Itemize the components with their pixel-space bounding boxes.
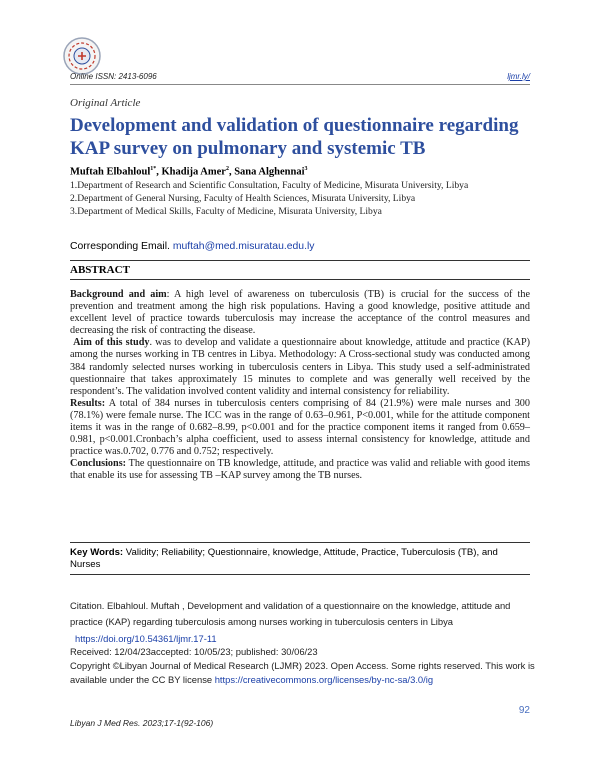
abstract-aim	[70, 337, 530, 397]
abstract-label: Background and aim	[70, 289, 167, 300]
author-list	[70, 166, 308, 178]
journal-reference: Libyan J Med Res. 2023;17-1(92-106)	[70, 718, 214, 728]
author-name: Khadija Amer	[161, 166, 226, 178]
author-separator: ,	[228, 166, 235, 178]
author-name: Muftah Elbahloul	[70, 166, 151, 178]
affiliation: 2.Department of General Nursing, Faculty of Health Sciences, Misurata University, Libya	[70, 193, 416, 204]
keywords-divider-top	[70, 542, 530, 543]
abstract-divider-top	[70, 260, 530, 261]
doi-link[interactable]: https://doi.org/10.54361/ljmr.17-11	[75, 633, 217, 644]
author-affiliation-mark: 2	[225, 166, 229, 172]
abstract-conclusions	[70, 458, 530, 482]
abstract-paragraph: A total of 384 nurses in tuberculosis centers comprising of 84 (21.9%) were male nurses and 300 (78.1%) were female nurse. The ICC was in the range of 0.63–0.961, P<0.001, while for the attitude component items it was in the range of 0.682–8.99, p<0.001 and for the practice component items it ranged from 0.659–0.981, p<0.001.Cronbach’s alpha coefficient, used to assess internal consistency for knowledge, attitude and practice was.0.702, 0.776 and 0.752; respectively.	[70, 397, 530, 458]
affiliation: 1.Department of Research and Scientific Consultation, Faculty of Medicine, Misurata University, Libya	[70, 180, 469, 191]
journal-site-link[interactable]: ljmr.ly/	[507, 72, 530, 81]
page-number: 92	[518, 705, 530, 716]
online-issn: Online ISSN: 2413-6096	[70, 72, 157, 81]
license	[70, 659, 540, 687]
abstract-paragraph: : A high level of awareness on tuberculosis (TB) is crucial for the success of the prevention and treatment among the high risk populations. Having a good knowledge, positive attitude and excellent level of practice towards tuberculosis may increase the acceptance of the control measures and decreasing the risk of contracting the disease.	[70, 289, 530, 337]
keywords	[70, 547, 530, 570]
abstract-paragraph: The questionnaire on TB knowledge, attitude, and practice was valid and reliable with good items that enable its use for assessing TB –KAP survey among the TB nurses.	[70, 458, 530, 482]
abstract-paragraph: . was to develop and validate a questionnaire about knowledge, attitude and practice (KAP) among the nurses working in TB centres in Libya. Methodology: A Cross-sectional study was conducted among 384 randomly selected nurses working in tuberculosis centers in Libya. This study used a self-administrated questionnaire that takes approximately 15 minutes to complete and was generally well received by the respondent’s. The validation involved content validity and internal consistency for reliability.	[70, 337, 531, 397]
abstract-results	[70, 398, 530, 458]
citation: Citation. Elbahloul. Muftah , Development and validation of a questionnaire on the knowledge, attitude and practice (KAP) regarding tuberculosis among nurses working in tuberculosis centers in Libya	[70, 600, 511, 627]
affiliation: 3.Department of Medical Skills, Faculty of Medicine, Misurata University, Libya	[70, 206, 382, 217]
abstract-label: Aim of this study	[73, 337, 150, 349]
keywords-divider-bottom	[70, 574, 530, 575]
article-type: Original Article	[70, 97, 141, 109]
corresponding-email-row	[70, 241, 314, 252]
author-affiliation-mark: 1*	[150, 166, 157, 172]
corresponding-label: Corresponding Email.	[70, 241, 170, 252]
article-title: Development and validation of questionnaire regarding KAP survey on pulmonary and systemic TB	[70, 115, 519, 159]
abstract-heading: ABSTRACT	[70, 264, 130, 276]
corresponding-email-link[interactable]: muftah@med.misuratau.edu.ly	[172, 241, 315, 252]
abstract-label: Conclusions:	[70, 458, 127, 470]
license-text: Copyright ©Libyan Journal of Medical Research (LJMR) 2023. Open Access. Some rights reserved. This work is available under the CC BY license	[70, 660, 535, 685]
author-name: Sana Alghennai	[234, 166, 305, 178]
publication-dates: Received: 12/04/23accepted: 10/05/23; published: 30/06/23	[70, 646, 318, 657]
abstract-body	[70, 289, 530, 483]
abstract-divider	[70, 279, 530, 280]
author-separator: ,	[156, 166, 162, 178]
author-affiliation-mark: 3	[304, 166, 308, 172]
license-link[interactable]: https://creativecommons.org/licenses/by-nc-sa/3.0/ig	[214, 674, 434, 685]
abstract-background	[70, 289, 530, 337]
header-divider	[70, 84, 530, 85]
abstract-label: Results:	[70, 397, 106, 409]
keywords-text: Validity; Reliability; Questionnaire, knowledge, Attitude, Practice, Tuberculosis (TB), and Nurses	[70, 547, 498, 570]
keywords-label: Key Words:	[70, 547, 124, 558]
journal-seal-icon	[62, 36, 102, 76]
